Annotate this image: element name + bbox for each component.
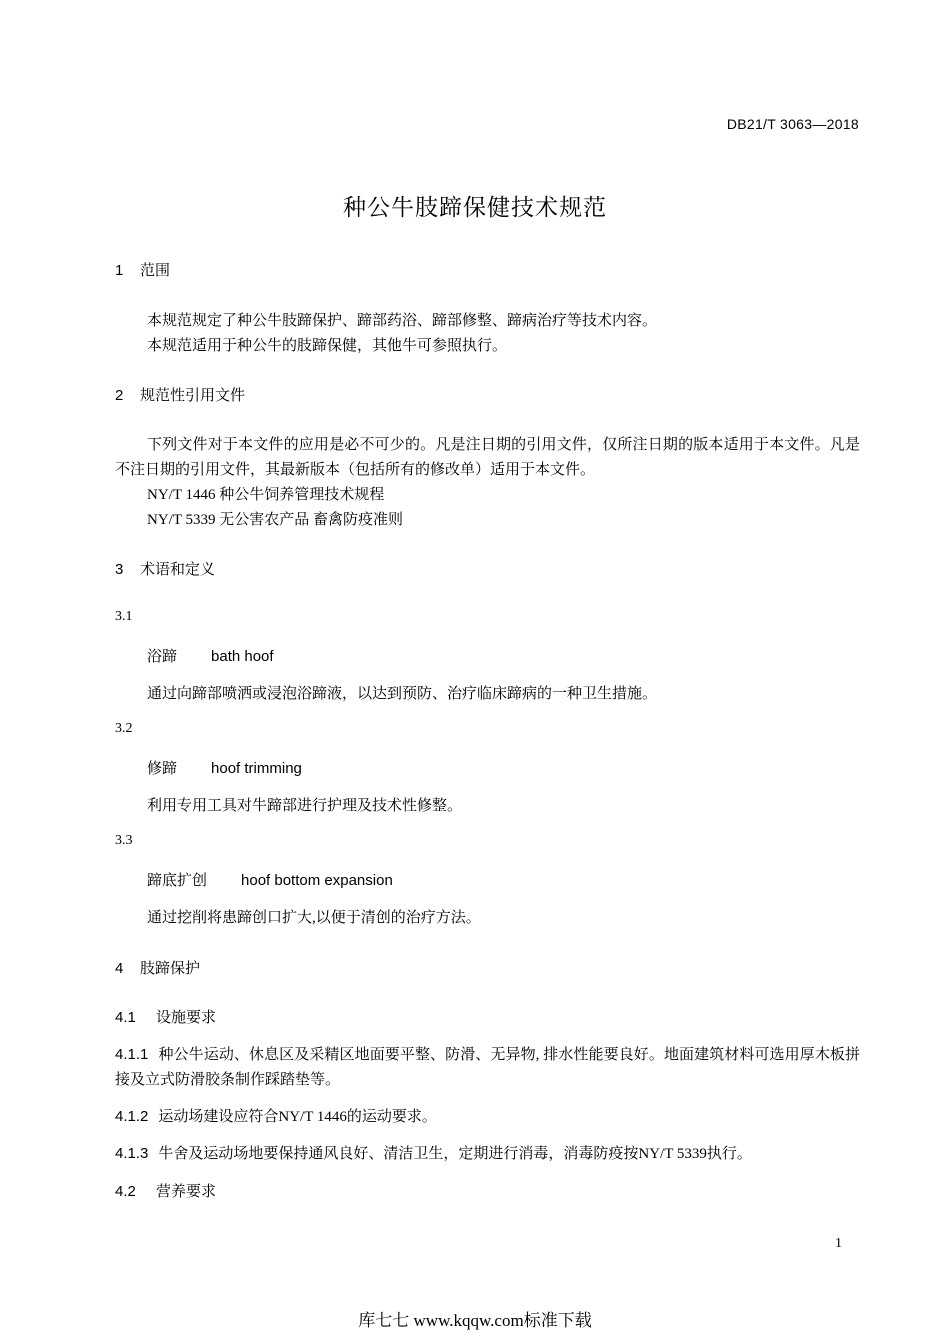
term-3-3 (147, 869, 393, 890)
term-3-1 (147, 645, 274, 666)
subsection-title: 营养要求 (156, 1183, 217, 1200)
footer-watermark-text: 库七七 www.kqqw.com标准下载 (358, 1311, 592, 1330)
term-zh: 修蹄 (147, 760, 178, 777)
subsection-number: 4.1 (115, 1009, 136, 1026)
term-number: 3.1 (115, 609, 133, 624)
section-number: 3 (115, 561, 124, 578)
section-number: 4 (115, 960, 124, 977)
section-2-paragraph: 下列文件对于本文件的应用是必不可少的。凡是注日期的引用文件，仅所注日期的版本适用于本文件。凡是不注日期的引用文件，其最新版本（包括所有的修改单）适用于本文件。 (115, 437, 860, 478)
section-4-heading (115, 957, 200, 978)
section-number: 2 (115, 387, 124, 404)
section-title: 规范性引用文件 (140, 387, 246, 404)
page-number: 1 (835, 1236, 842, 1251)
section-1-paragraph-2: 本规范适用于种公牛的肢蹄保健，其他牛可参照执行。 (147, 338, 508, 354)
term-definition: 通过挖削将患蹄创口扩大,以便于清创的治疗方法。 (147, 910, 481, 926)
section-2-heading (115, 384, 245, 405)
clause-number: 4.1.3 (115, 1145, 149, 1162)
term-zh: 浴蹄 (147, 648, 178, 665)
term-definition: 通过向蹄部喷洒或浸泡浴蹄液，以达到预防、治疗临床蹄病的一种卫生措施。 (147, 686, 658, 702)
section-3-heading (115, 558, 215, 579)
term-number: 3.2 (115, 721, 133, 736)
term-en: hoof bottom expansion (241, 872, 393, 889)
document-title: 种公牛肢蹄保健技术规范 (343, 194, 607, 220)
term-en: hoof trimming (211, 760, 302, 777)
clause-4-1-2 (115, 1104, 860, 1130)
section-title: 术语和定义 (140, 561, 216, 578)
clause-4-1-3 (115, 1141, 860, 1167)
subsection-4-2-heading (115, 1180, 216, 1201)
subsection-title: 设施要求 (156, 1009, 217, 1026)
clause-number: 4.1.2 (115, 1108, 149, 1125)
term-zh: 蹄底扩创 (147, 872, 208, 889)
subsection-4-1-heading (115, 1006, 216, 1027)
normative-reference-2: NY/T 5339 无公害农产品 畜禽防疫准则 (147, 512, 403, 528)
term-number: 3.3 (115, 833, 133, 848)
section-title: 肢蹄保护 (140, 960, 201, 977)
term-definition: 利用专用工具对牛蹄部进行护理及技术性修整。 (147, 798, 463, 814)
standard-code: DB21/T 3063—2018 (726, 116, 859, 132)
term-en: bath hoof (211, 648, 274, 665)
section-1-paragraph-1: 本规范规定了种公牛肢蹄保护、蹄部药浴、蹄部修整、蹄病治疗等技术内容。 (147, 313, 658, 329)
clause-number: 4.1.1 (115, 1046, 149, 1063)
normative-reference-1: NY/T 1446 种公牛饲养管理技术规程 (147, 487, 385, 503)
clause-text: 运动场建设应符合NY/T 1446的运动要求。 (158, 1109, 437, 1125)
section-1-heading (115, 259, 170, 280)
clause-text: 牛舍及运动场地要保持通风良好、清洁卫生，定期进行消毒，消毒防疫按NY/T 5339执行。 (158, 1146, 752, 1162)
subsection-number: 4.2 (115, 1183, 136, 1200)
section-title: 范围 (140, 262, 171, 279)
term-3-2 (147, 757, 302, 778)
clause-4-1-1 (115, 1042, 860, 1093)
section-number: 1 (115, 262, 124, 279)
clause-text: 种公牛运动、休息区及采精区地面要平整、防滑、无异物, 排水性能要良好。地面建筑材料可选用厚木板拼接及立式防滑胶条制作踩踏垫等。 (115, 1047, 860, 1088)
